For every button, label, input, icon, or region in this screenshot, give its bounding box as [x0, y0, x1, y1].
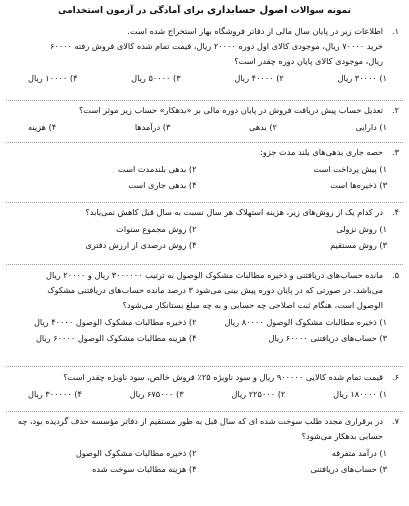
- question-5: [6, 270, 399, 344]
- option-2[interactable]: ۲) ذخیره مطالبات مشکوک الوصول: [75, 448, 197, 459]
- divider: [6, 366, 403, 367]
- option-2[interactable]: ۲) ۲۲۵۰۰۰ ریال: [231, 389, 286, 400]
- option-4[interactable]: ۴) هزینه مطالبات سوخت شده: [92, 464, 197, 475]
- question-text-line: حسابی بدهکار می‌شود؟: [301, 431, 383, 442]
- option-2[interactable]: ۲) بدهی: [249, 122, 277, 133]
- question-4: [6, 207, 399, 251]
- divider: [6, 411, 403, 412]
- question-text-line: ریال، موجودی کالای پایان دوره چقدر است؟: [234, 56, 383, 67]
- title-suffix: برای آمادگی در آزمون استخدامی: [57, 6, 204, 16]
- option-3[interactable]: ۳) ۶۷۵۰۰۰ ریال: [129, 389, 184, 400]
- question-number: ۵.: [391, 270, 399, 280]
- question-7: [6, 416, 399, 475]
- question-text-line: در کدام یک از روش‌های زیر، هزینه استهلاک هر سال نسبت به سال قبل کاهش نمی‌یابد؟: [85, 207, 383, 217]
- question-2: [6, 105, 399, 133]
- question-3: [6, 147, 399, 191]
- option-3[interactable]: ۳) درآمدها: [134, 122, 171, 133]
- question-text-line: تعدیل حساب پیش دریافت فروش در پایان دوره مالی بر «بدهکار» حساب زیر موثر است؟: [78, 105, 383, 115]
- option-2[interactable]: ۲) ۴۰۰۰۰ ریال: [234, 73, 284, 84]
- option-2[interactable]: ۲) ذخیره مطالبات مشکوک الوصول ۴۰۰۰۰ ریال: [33, 317, 197, 328]
- question-text-line: حصه جاری بدهی‌های بلند مدت جزو:: [260, 147, 383, 157]
- option-1[interactable]: ۱) ۱۸۰۰۰۰ ریال: [333, 389, 387, 400]
- option-4[interactable]: ۴) هزینه: [28, 122, 57, 133]
- option-1[interactable]: ۱) ذخیره مطالبات مشکوک الوصول ۸۰۰۰۰ ریال: [224, 317, 387, 328]
- option-2[interactable]: ۲) روش مجموع سنوات: [116, 224, 197, 235]
- option-1[interactable]: ۱) دارایی: [355, 122, 387, 133]
- question-number: ۳.: [391, 147, 399, 157]
- option-1[interactable]: ۱) ۳۰۰۰۰ ریال: [337, 73, 387, 84]
- question-1: [6, 26, 399, 84]
- question-text-line: مانده حساب‌های دریافتنی و ذخیره مطالبات مشکوک الوصول به ترتیب ۳۰۰۰۰۰۰ ریال و ۲۰۰۰۰ ریال: [46, 270, 383, 280]
- option-1[interactable]: ۱) روش نزولی: [336, 224, 387, 235]
- question-number: ۴.: [391, 207, 399, 217]
- divider: [6, 142, 403, 143]
- option-4[interactable]: ۴) روش درصدی از ارزش دفتری: [85, 240, 197, 251]
- question-number: ۱.: [391, 26, 399, 36]
- question-number: ۲.: [391, 105, 399, 115]
- option-1[interactable]: ۱) پیش پرداخت است: [313, 164, 387, 175]
- page-title: [0, 4, 409, 18]
- question-6: [6, 372, 399, 400]
- title-highlight: اصول حسابداری: [206, 5, 288, 16]
- option-4[interactable]: ۴) ۱۰۰۰۰ ریال: [28, 73, 78, 84]
- option-3[interactable]: ۳) ۵۰۰۰۰ ریال: [131, 73, 181, 84]
- question-text-line: اطلاعات زیر در پایان سال مالی از دفاتر فروشگاه بهار استخراج شده است.: [127, 26, 383, 36]
- question-text-line: می‌باشد. در صورتی که در پایان دوره پیش بینی می‌شود ۳ درصد مانده حساب‌های دریافتنی مشکوک: [47, 285, 383, 296]
- option-3[interactable]: ۳) حساب‌های دریافتنی ۶۰۰۰۰ ریال: [268, 333, 387, 344]
- divider: [6, 202, 403, 203]
- option-3[interactable]: ۳) حساب‌های دریافتنی: [310, 464, 387, 475]
- option-3[interactable]: ۳) ذخیره‌ها است: [330, 180, 387, 191]
- question-text-line: در برقراری مجدد طلب سوخت شده ای که سال قبل به طور مستقیم از دفاتر مؤسسه حذف گردیده بود، چه: [17, 416, 383, 426]
- option-4[interactable]: ۴) ۳۰۰۰۰۰ ریال: [28, 389, 82, 400]
- option-1[interactable]: ۱) درآمد متفرقه: [331, 448, 387, 459]
- question-number: ۶.: [391, 372, 399, 382]
- option-2[interactable]: ۲) بدهی بلندمدت است: [118, 164, 197, 175]
- divider: [6, 264, 403, 265]
- option-3[interactable]: ۳) روش مستقیم: [330, 240, 387, 251]
- question-text-line: خرید ۷۰۰۰۰ ریال، موجودی کالای اول دوره ۲۰۰۰۰ ریال، قیمت تمام شده کالای فروش رفته ۶۰۰۰۰: [49, 41, 383, 52]
- question-number: ۷.: [391, 416, 399, 426]
- option-4[interactable]: ۴) هزینه مطالبات مشکوک الوصول ۶۰۰۰۰ ریال: [35, 333, 197, 344]
- title-prefix: نمونه سوالات: [290, 6, 352, 16]
- question-text-line: قیمت تمام شده کالایی ۹۰۰۰۰۰ ریال و سود ناویژه ۲۵٪ فروش خالص، سود ناویژه چقدر است؟: [63, 372, 383, 382]
- question-text-line: الوصول است، هنگام ثبت اصلاحی چه حسابی و به چه مبلغ بستانکار می‌شود؟: [122, 300, 383, 311]
- divider: [6, 100, 403, 101]
- option-4[interactable]: ۴) بدهی جاری است: [128, 180, 197, 191]
